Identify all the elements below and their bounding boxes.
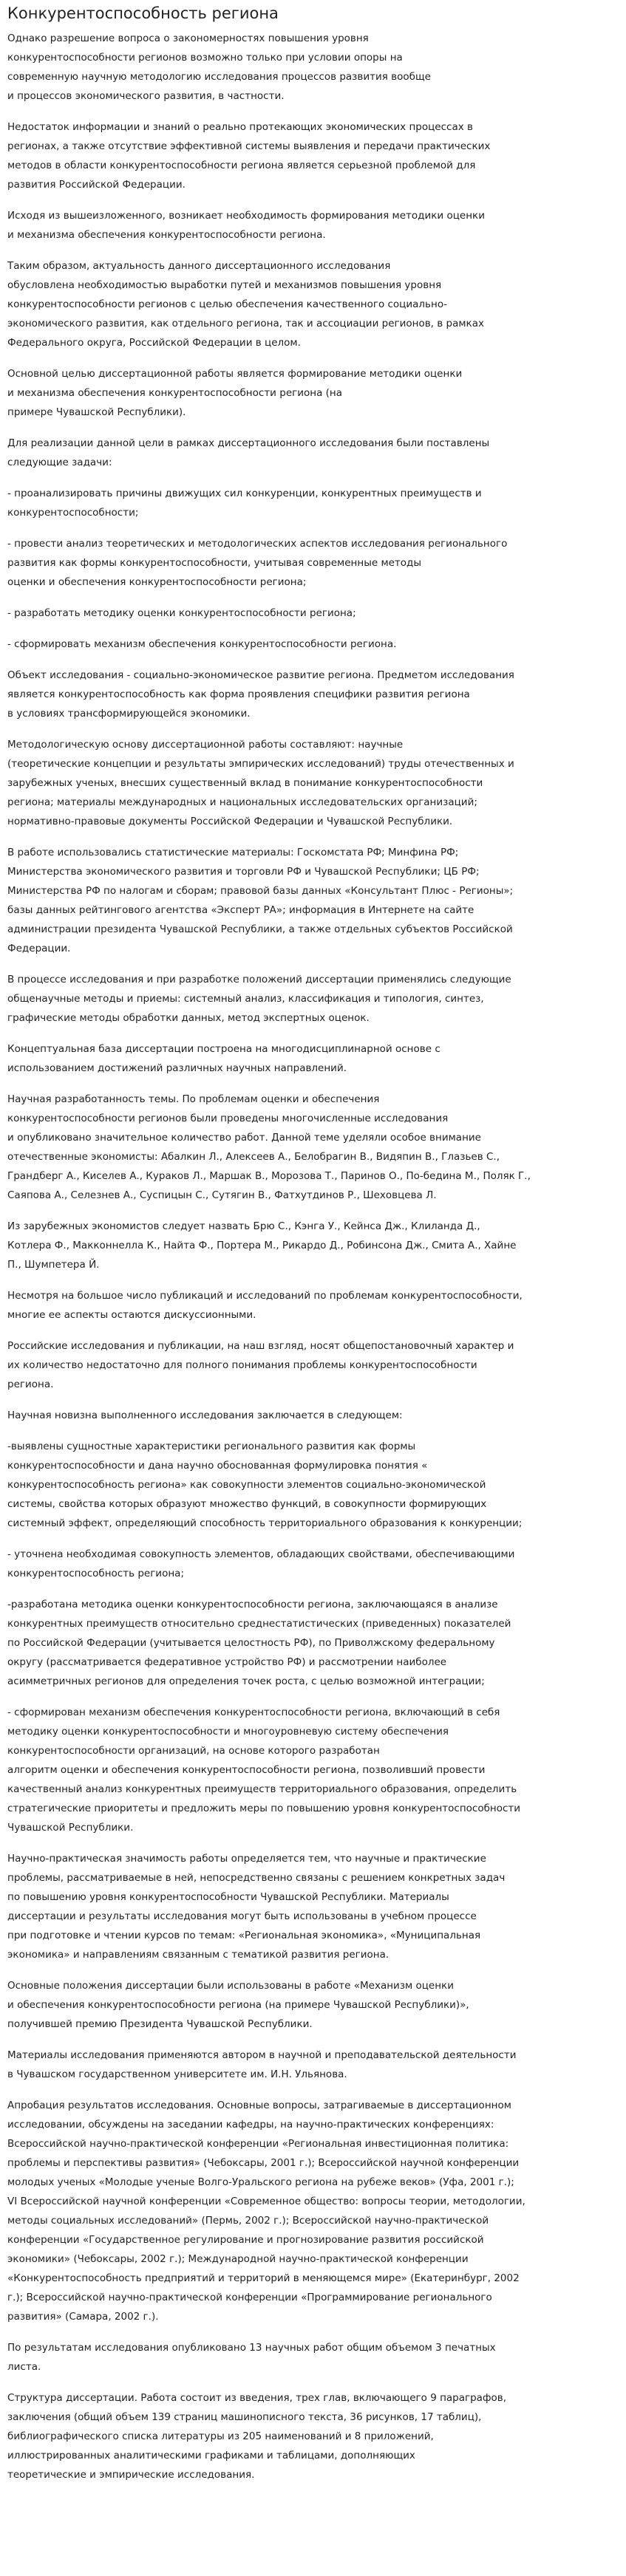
paragraph: Объект исследования - социально-экономическое развитие региона. Предметом исследования является конкурентоспособность как форма проявления специфики развития региона в условиях трансформирующейся экономики. — [7, 669, 514, 720]
paragraph: Исходя из вышеизложенного, возникает необходимость формирования методики оценки и механизма обеспечения конкурентоспособности региона. — [7, 210, 485, 241]
paragraph: Научно-практическая значимость работы определяется тем, что научные и практические проблемы, рассматриваемые в ней, непосредственно связаны с решением конкретных задач по повышению уровня конкурентоспособности Чувашской Республики. Материалы диссертации и результаты исследования могут быть использованы в учебном процессе при подготовке и чтении курсов по темам: «Региональная экономика», «Муниципальная экономика» и направлениям связанным с тематикой развития региона. — [7, 1853, 506, 1961]
list-item: - проанализировать причины движущих сил конкуренции, конкурентных преимуществ и конкурентоспособности; — [7, 488, 482, 519]
list-item: -выявлены сущностные характеристики регионального развития как формы конкурентоспособности и дана научно обоснованная формулировка понятия « конкурентоспособность региона» как совокупности элементов социально-экономической системы, свойства которых образуют множество функций, в совокупности формирующих системный эффект, определяющий способность территориального образования к конкуренции; — [7, 1441, 523, 1529]
paragraph: Научная новизна выполненного исследования заключается в следующем: — [7, 1410, 403, 1421]
paragraph: По результатам исследования опубликовано 13 научных работ общим объемом 3 печатных листа. — [7, 2342, 496, 2373]
paragraph: Несмотря на большое число публикаций и исследований по проблемам конкурентоспособности, многие ее аспекты остаются дискуссионными. — [7, 1290, 523, 1321]
paragraph: Основной целью диссертационной работы является формирование методики оценки и механизма обеспечения конкурентоспособности региона (на примере Чувашской Республики). — [7, 368, 463, 418]
paragraph: Материалы исследования применяются автором в научной и преподавательской деятельности в Чувашском государственном университете им. И.Н. Ульянова. — [7, 2049, 517, 2080]
paragraph: Основные положения диссертации были использованы в работе «Механизм оценки и обеспечения конкурентоспособности региона (на примере Чувашской Республики)», получившей премию Президента Чувашской Республики. — [7, 1980, 469, 2030]
paragraph: Таким образом, актуальность данного диссертационного исследования обусловлена необходимостью выработки путей и механизмов повышения уровня конкурентоспособности регионов с целью обеспечения качественного социально- экономического развития, как отдельного региона, так и ассоциации регионов, в рамках Федерального округа, Российской Федерации в целом. — [7, 260, 484, 349]
paragraph: В процессе исследования и при разработке положений диссертации применялись следующие общенаучные методы и приемы: системный анализ, классификация и типология, синтез, графические методы обработки данных, метод экспертных оценок. — [7, 974, 511, 1024]
paragraph: Научная разработанность темы. По проблемам оценки и обеспечения конкурентоспособности регионов были проведены многочисленные исследования и опубликовано значительное количество работ. Данной теме уделяли особое внимание отечественные экономисты: Абалкин Л., Алексеев А., Белобрагин В., Видяпин В., Глазьев С., Грандберг А., Киселев А., Кураков Л., Маршак В., Морозова Т., Паринов О., По-бедина М., Поляк Г., Саяпова А., Селезнев А., Суспицын С., Сутягин В., Фатхутдинов Р., Шеховцева Л. — [7, 1093, 531, 1201]
paragraph: Однако разрешение вопроса о закономерностях повышения уровня конкурентоспособности регионов возможно только при условии опоры на современную научную методологию исследования процессов развития вообще и процессов экономического развития, в частности. — [7, 33, 431, 102]
paragraph: Концептуальная база диссертации построена на многодисциплинарной основе с использованием достижений различных научных направлений. — [7, 1043, 440, 1074]
paragraph: Методологическую основу диссертационной работы составляют: научные (теоретические концепции и результаты эмпирических исследований) труды отечественных и зарубежных ученых, внесших существенный вклад в понимание конкурентоспособности региона; материалы международных и национальных исследовательских организаций; нормативно-правовые документы Российской Федерации и Чувашской Республики. — [7, 739, 514, 827]
paragraph: Из зарубежных экономистов следует назвать Брю С., Кэнга У., Кейнса Дж., Клиланда Д., Котлера Ф., Макконнелла К., Найта Ф., Портера М., Рикардо Д., Робинсона Дж., Смита А., Хайне П., Шумпетера Й. — [7, 1220, 517, 1271]
paragraph: Структура диссертации. Работа состоит из введения, трех глав, включающего 9 параграфов, заключения (общий объем 139 страниц машинописного текста, 36 рисунков, 17 таблиц), библиографического списка литературы из 205 наименований и 8 приложений, иллюстрированных аналитическими графиками и таблицами, дополняющих теоретические и эмпирические исследования. — [7, 2392, 506, 2481]
paragraph: Для реализации данной цели в рамках диссертационного исследования были поставлены следующие задачи: — [7, 437, 490, 468]
list-item: - уточнена необходимая совокупность элементов, обладающих свойствами, обеспечивающими конкурентоспособность региона; — [7, 1548, 515, 1579]
list-item: - провести анализ теоретических и методологических аспектов исследования регионального развития как формы конкурентоспособности, учитывая современные методы оценки и обеспечения конкурентоспособности региона; — [7, 538, 508, 588]
paragraph: Недостаток информации и знаний о реально протекающих экономических процессах в регионах, а также отсутствие эффективной системы выявления и передачи практических методов в области конкурентоспособности региона является серьезной проблемой для развития Российской Федерации. — [7, 121, 491, 191]
page-title: Конкурентоспособность региона — [7, 4, 279, 22]
list-item: - разработать методику оценки конкурентоспособности региона; — [7, 607, 356, 619]
list-item: -разработана методика оценки конкурентоспособности региона, заключающаяся в анализе конкурентных преимуществ относительно среднестатистических (приведенных) показателей по Российской Федерации (учитывается целостность РФ), по Приволжскому федеральному округу (рассматривается федеративное устройство РФ) и рассмотрении наиболее асимметричных регионов для определения точек роста, с целью возможной интеграции; — [7, 1599, 511, 1687]
paragraph: Апробация результатов исследования. Основные вопросы, затрагиваемые в диссертационном исследовании, обсуждены на заседании кафедры, на научно-практических конференциях: Всероссийской научно-практической конференции «Региональная инвестиционная политика: проблемы и перспективы развития» (Чебоксары, 2001 г.); Всероссийской научной конференции молодых ученых «Молодые ученые Волго-Уральского региона на рубеже веков» (Уфа, 2001 г.); VI Всероссийской научной конференции «Современное общество: вопросы теории, методологии, методы социальных исследований» (Пермь, 2002 г.); Всероссийской научно-практической конференции «Государственное регулирование и прогнозирование развития российской экономики» (Чебоксары, 2002 г.); Международной научно-практической конференции «Конкурентоспособность предприятий и территорий в меняющемся мире» (Екатеринбург, 2002 г.); Всероссийской научно-практической конференции «Программирование регионального развития» (Самара, 2002 г.). — [7, 2100, 525, 2323]
list-item: - сформировать механизм обеспечения конкурентоспособности региона. — [7, 638, 397, 650]
paragraph: В работе использовались статистические материалы: Госкомстата РФ; Минфина РФ; Министерства экономического развития и торговли РФ и Чувашской Республики; ЦБ РФ; Министерства РФ по налогам и сборам; правовой базы данных «Консультант Плюс - Регионы»; базы данных рейтингового агентства «Эксперт РА»; информация в Интернете на сайте администрации президента Чувашской Республики, а также отдельных субъектов Российской Федерации. — [7, 847, 514, 954]
paragraph: Российские исследования и публикации, на наш взгляд, носят общепостановочный характер и их количество недостаточно для полного понимания проблемы конкурентоспособности региона. — [7, 1340, 514, 1390]
list-item: - сформирован механизм обеспечения конкурентоспособности региона, включающий в себя методику оценки конкурентоспособности и многоуровневую систему обеспечения конкурентоспособности организаций, на основе которого разработан алгоритм оценки и обеспечения конкурентоспособности региона, позволивший провести качественный анализ конкурентных преимуществ территориального образования, определить стратегические приоритеты и предложить меры по повышению уровня конкурентоспособности Чувашской Республики. — [7, 1706, 521, 1834]
